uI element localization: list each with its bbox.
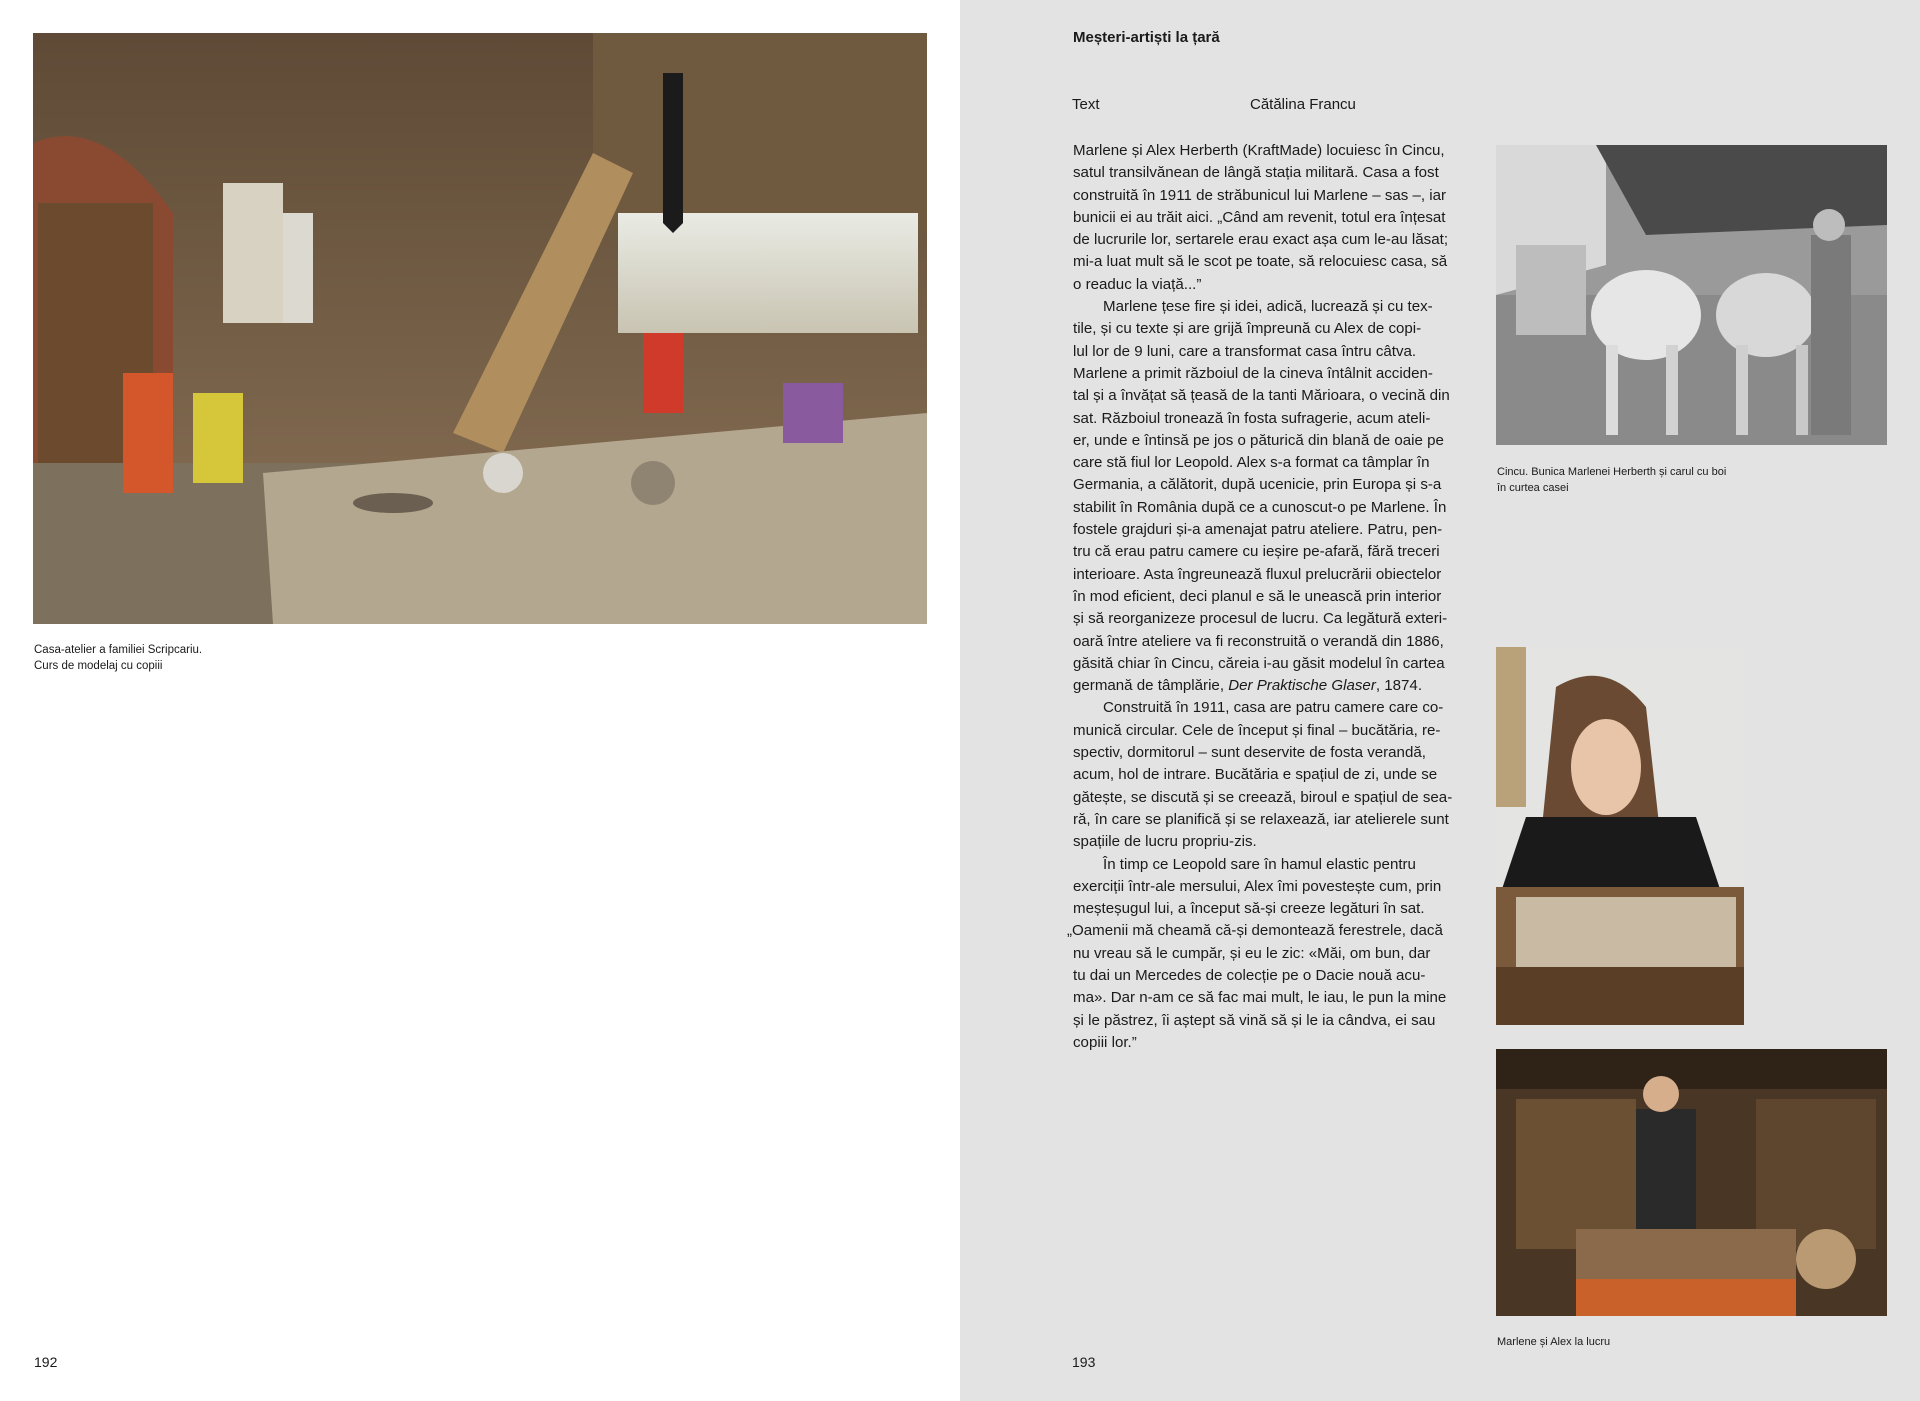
text-line: [1073, 675, 1463, 697]
article-title: Meșteri-artiști la țară: [1073, 29, 1220, 46]
text-line: Construită în 1911, casa are patru camere care co-: [1103, 699, 1444, 717]
book-title: Der Praktische Glaser: [1228, 677, 1376, 695]
text-line: satul transilvănean de lângă stația militară. Casa a fost: [1073, 164, 1439, 182]
text-line: nu vreau să le cumpăr, și eu le zic: «Măi, om bun, dar: [1073, 944, 1431, 962]
carpentry-photo: [1496, 1049, 1887, 1316]
caption-line: Cincu. Bunica Marlenei Herberth și carul cu boi: [1497, 466, 1727, 478]
text-line: Germania, a călătorit, după ucenicie, prin Europa și s-a: [1073, 476, 1442, 494]
text-line: În timp ce Leopold sare în hamul elastic pentru: [1103, 855, 1416, 873]
workshop-photo: [33, 33, 927, 624]
text-line: tal și a învățat să țeasă de la tanti Mărioara, o vecină din: [1073, 387, 1450, 405]
text-line: tile, și cu texte și are grijă împreună cu Alex de copi-: [1073, 320, 1422, 338]
carpentry-caption: [1497, 1334, 1610, 1350]
text-line: o readuc la viață...”: [1073, 275, 1202, 293]
text-line: Marlene a primit războiul de la cineva întâlnit acciden-: [1073, 364, 1433, 382]
text-line: meșteșugul lui, a început să-și creeze legături în sat.: [1073, 900, 1425, 918]
caption-line: Curs de modelaj cu copiii: [34, 660, 163, 672]
text-line: sat. Războiul tronează în fosta sufragerie, acum ateli-: [1073, 409, 1431, 427]
text-line: gătește, se discută și se creează, biroul e spațiul de sea-: [1073, 788, 1453, 806]
text-line: construită în 1911 de străbunicul lui Marlene – sas –, iar: [1073, 186, 1447, 204]
text-line: „Oamenii mă cheamă că-și demontează ferestrele, dacă: [1067, 922, 1443, 940]
text-segment: germană de tâmplărie,: [1073, 677, 1229, 695]
text-line: spațiile de lucru propriu-zis.: [1073, 833, 1257, 851]
text-line: ma». Dar n-am ce să fac mai mult, le iau, le pun la mine: [1073, 989, 1447, 1007]
paragraph: [1073, 140, 1463, 296]
ox-cart-photo: [1496, 145, 1887, 445]
text-line: bunicii ei au trăit aici. „Când am revenit, totul era înțesat: [1073, 208, 1446, 226]
text-line: și să reorganizeze procesul de lucru. Ca legătură exteri-: [1073, 610, 1448, 628]
paragraph: [1067, 854, 1463, 1055]
text-line: găsită chiar în Cincu, căreia i-au găsit modelul în cartea: [1073, 654, 1445, 672]
credit-label: Text: [1072, 96, 1100, 113]
text-line: spectiv, dormitorul – sunt deservite de fosta verandă,: [1073, 744, 1426, 762]
text-line: în mod eficient, deci planul e să le unească prin interior: [1073, 587, 1442, 605]
text-segment: , 1874.: [1375, 677, 1423, 695]
text-line: și le păstrez, îi aștept să vină să și le ia cândva, ei sau: [1073, 1011, 1436, 1029]
text-line: mi-a luat mult să le scot pe toate, să relocuiesc casa, să: [1073, 253, 1448, 271]
text-line: Marlene țese fire și idei, adică, lucrează și cu tex-: [1103, 298, 1433, 316]
text-line: munică circular. Cele de început și final – bucătăria, re-: [1073, 721, 1441, 739]
text-line: exerciții într-ale mersului, Alex îmi povestește cum, prin: [1073, 877, 1442, 895]
carpentry-photo-image: [1496, 1049, 1887, 1316]
caption-line: Casa-atelier a familiei Scripcariu.: [34, 644, 203, 656]
loom-photo-image: [1496, 647, 1744, 1025]
text-line: ră, în care se planifică și se relaxează, iar atelierele sunt: [1073, 810, 1449, 828]
page-number-right: 193: [1072, 1354, 1096, 1370]
text-line: de lucrurile lor, sertarele erau exact așa cum le-au lăsat;: [1073, 231, 1449, 249]
text-line: lul lor de 9 luni, care a transformat casa întru câtva.: [1073, 342, 1417, 360]
text-line: Marlene și Alex Herberth (KraftMade) locuiesc în Cincu,: [1073, 142, 1445, 159]
text-line: acum, hol de intrare. Bucătăria e spațiul de zi, unde se: [1073, 766, 1438, 784]
text-line: copiii lor.”: [1073, 1033, 1137, 1051]
loom-photo: [1496, 647, 1744, 1025]
text-line: tru că erau patru camere cu ieșire pe-afară, fără treceri: [1073, 543, 1440, 561]
text-line: tu dai un Mercedes de colecție pe o Dacie nouă acu-: [1073, 966, 1426, 984]
ox-cart-photo-image: [1496, 145, 1887, 445]
text-line: er, unde e întinsă pe jos o păturică din blană de oaie pe: [1073, 431, 1444, 449]
author-name: Cătălina Francu: [1250, 96, 1356, 113]
text-line: care stă fiul lor Leopold. Alex s-a format ca tâmplar în: [1073, 454, 1430, 472]
paragraph: [1073, 697, 1463, 853]
page-number-left: 192: [34, 1354, 58, 1370]
workshop-photo-image: [33, 33, 927, 624]
caption-line: în curtea casei: [1497, 482, 1569, 494]
text-line: oară între ateliere va fi reconstruită o verandă din 1886,: [1073, 632, 1444, 650]
text-line: fostele grajduri și-a amenajat patru ateliere. Patru, pen-: [1073, 521, 1443, 539]
caption-line: Marlene și Alex la lucru: [1497, 1336, 1611, 1348]
article-body: [1067, 140, 1463, 1054]
paragraph: [1073, 296, 1463, 697]
text-line: stabilit în România după ce a cunoscut-o pe Marlene. În: [1073, 498, 1447, 516]
text-line: interioare. Asta îngreunează fluxul prelucrării obiectelor: [1073, 565, 1442, 583]
workshop-photo-caption: [34, 642, 202, 674]
ox-cart-caption: [1497, 464, 1726, 496]
